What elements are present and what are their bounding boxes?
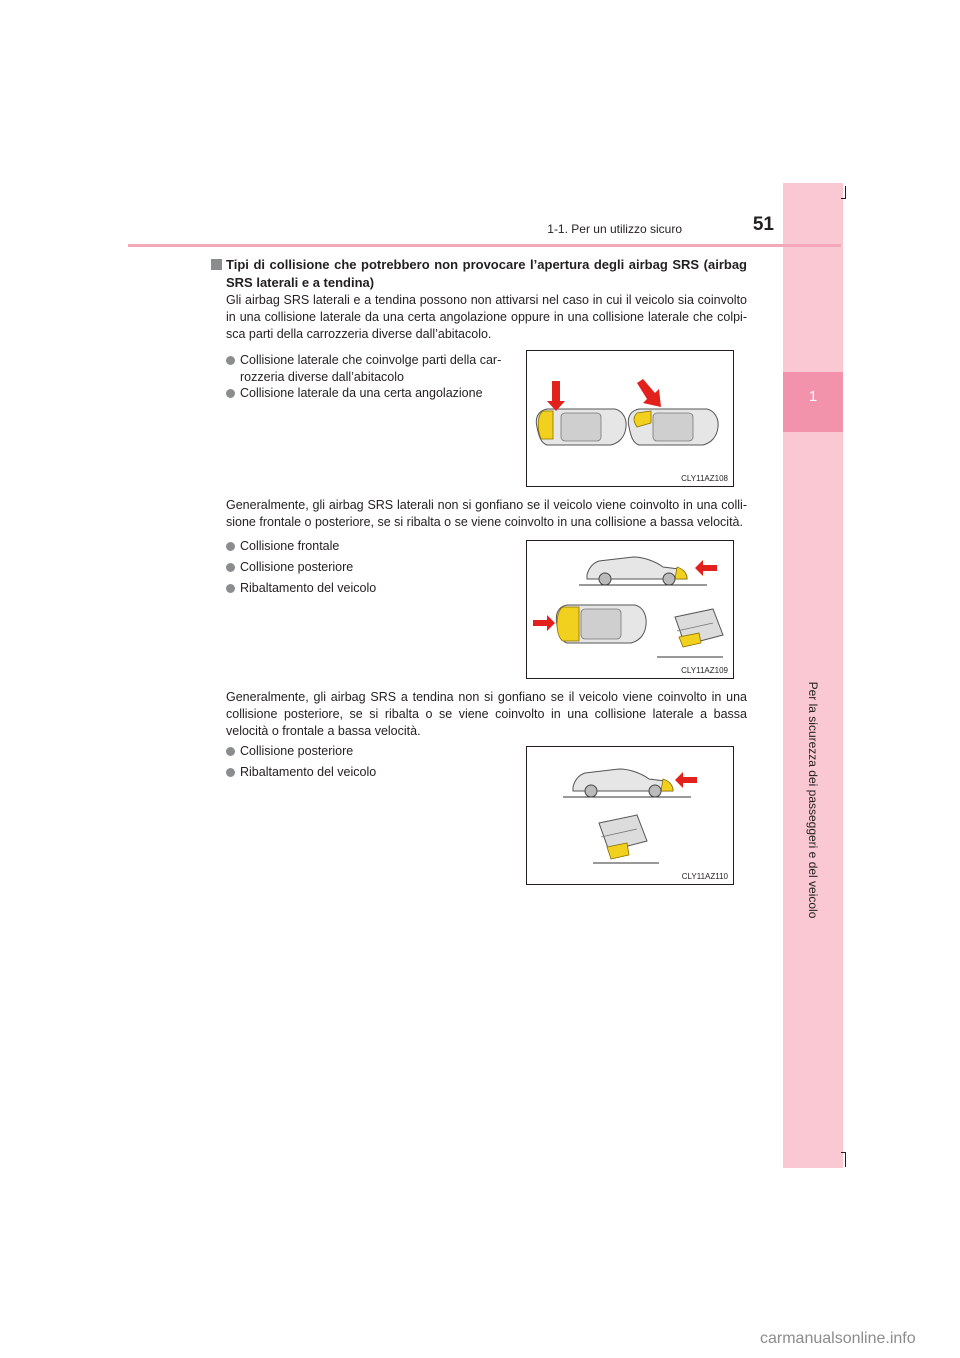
watermark: carmanualsonline.info [760, 1330, 916, 1347]
chapter-title-vertical: Per la sicurezza dei passeggeri e del veicolo [806, 681, 820, 919]
bullet-dot-icon [226, 747, 235, 756]
page-number: 51 [752, 214, 774, 235]
list-item: Collisione laterale da una certa angolazione [226, 385, 514, 402]
list-item: Ribaltamento del veicolo [226, 580, 514, 597]
crop-mark-top [841, 186, 846, 199]
section-heading [211, 256, 747, 292]
figure-code: CLY11AZ109 [681, 666, 728, 675]
impact-arrow-icon [547, 381, 565, 411]
bullet-dot-icon [226, 542, 235, 551]
paragraph-curtain-airbags: Generalmente, gli airbag SRS a tendina non si gonfiano se il veicolo viene coinvolto in una collisione posteriore, se si ribalta o se viene coinvolto in una collisione laterale a bassa velocità o frontale a bassa velocità. [226, 690, 747, 738]
list-item: Ribaltamento del veicolo [226, 764, 514, 781]
figure-side-collision [526, 350, 734, 487]
figure-code: CLY11AZ108 [681, 474, 728, 483]
bullet-dot-icon [226, 563, 235, 572]
bullet-dot-icon [226, 768, 235, 777]
car-side-view-icon [563, 769, 691, 797]
intro-paragraph: Gli airbag SRS laterali e a tendina possono non attivarsi nel caso in cui il veicolo sia coinvolto in una collisione laterale da una certa angolazione oppure in una collisione laterale che colpi-sca parti della carrozzeria diverse dall’abitacolo. [226, 293, 747, 341]
car-top-view-icon [556, 605, 646, 643]
rollover-car-icon [657, 609, 723, 657]
car-top-view-icon [536, 409, 626, 445]
bullet-dot-icon [226, 356, 235, 365]
impact-arrow-icon [675, 772, 697, 788]
section-heading-text: Tipi di collisione che potrebbero non provocare l’apertura degli airbag SRS (airbag SRS laterali e a tendina) [226, 257, 747, 290]
chapter-number: 1 [808, 388, 818, 405]
bullet-dot-icon [226, 584, 235, 593]
bullet-dot-icon [226, 389, 235, 398]
car-top-view-icon [628, 409, 718, 445]
list-item: Collisione posteriore [226, 559, 514, 576]
figure-code: CLY11AZ110 [681, 872, 728, 881]
running-head: 1-1. Per un utilizzo sicuro [547, 222, 682, 236]
heading-square-icon [211, 259, 222, 270]
paragraph-side-airbags: Generalmente, gli airbag SRS laterali non si gonfiano se il veicolo viene coinvolto in una colli-sione frontale o posteriore, se si ribalta o se viene coinvolto in una collisione a bassa velocità. [226, 498, 747, 529]
list-item: Collisione frontale [226, 538, 514, 555]
crop-mark-bottom [841, 1152, 846, 1167]
impact-arrow-icon [695, 560, 717, 576]
list-item: Collisione laterale che coinvolge parti della car-rozzeria diverse dall’abitacolo [226, 352, 514, 386]
impact-arrow-icon [637, 379, 661, 407]
car-side-view-icon [579, 557, 707, 585]
header-rule [128, 244, 841, 247]
figure-frontal-rear-rollover [526, 540, 734, 679]
impact-arrow-icon [533, 615, 555, 631]
figure-rear-rollover [526, 746, 734, 885]
rollover-car-icon [593, 815, 659, 863]
list-item: Collisione posteriore [226, 743, 514, 760]
